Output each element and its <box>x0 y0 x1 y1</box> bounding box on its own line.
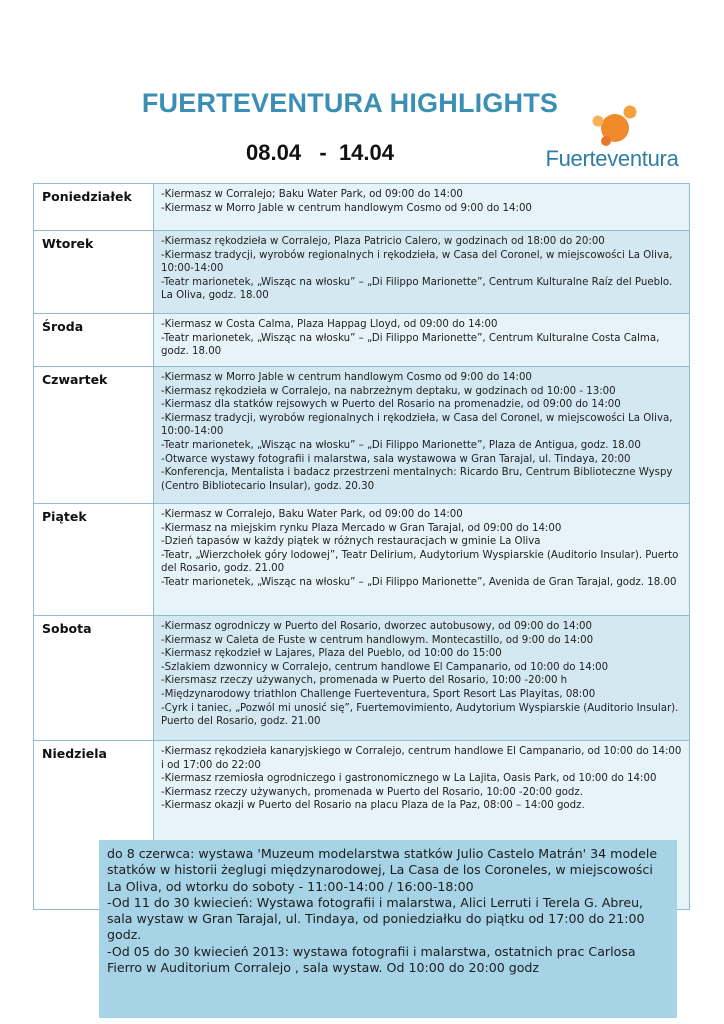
day-name: Czwartek <box>34 367 154 504</box>
event-line: -Kiersmasz rzeczy używanych, promenada w Puerto del Rosario, 10:00 -20:00 h <box>161 675 568 687</box>
event-line: -Międzynarodowy triathlon Challenge Fuerteventura, Sport Resort Las Playitas, 08:00 <box>161 688 596 700</box>
event-line: -Kiermasz w Morro Jable w centrum handlowym Cosmo od 9:00 do 14:00 <box>161 202 532 214</box>
day-name: Piątek <box>34 504 154 616</box>
event-line: -Kiermasz w Corralejo; Baku Water Park, od 09:00 do 14:00 <box>161 189 463 200</box>
event-line: -Kiermasz rzeczy używanych, promenada w Puerto del Rosario, 10:00 -20:00 godz. <box>161 786 583 798</box>
day-name: Poniedziałek <box>34 184 154 231</box>
event-line: -Kiermasz w Morro Jable w centrum handlowym Cosmo od 9:00 do 14:00 <box>161 372 532 383</box>
page-title: FUERTEVENTURA HIGHLIGHTS <box>141 88 559 118</box>
event-line: -Teatr marionetek, „Wisząc na włosku” – „Di Filippo Marionette”, Centrum Kulturalne Raíz del Pueblo. La Oliva, godz. 18.00 <box>161 276 673 302</box>
event-line: -Kiermasz w Corralejo, Baku Water Park, od 09:00 do 14:00 <box>161 509 463 520</box>
day-events <box>154 184 690 231</box>
event-line: -Kiermasz rękodzieła w Corralejo, Plaza Patricio Calero, w godzinach od 18:00 do 20:00 <box>161 236 605 247</box>
fuerteventura-logo <box>532 102 692 174</box>
schedule-row <box>34 184 690 231</box>
event-line: -Teatr, „Wierzchołek góry lodowej”, Teatr Delirium, Audytorium Wyspiarskie (Auditorio Insular). Puerto del Rosario, godz. 21.00 <box>161 549 679 575</box>
day-events <box>154 367 690 504</box>
event-line: -Otwarce wystawy fotografii i malarstwa, sala wystawowa w Gran Tarajal, ul. Tindaya, 20:00 <box>161 453 631 465</box>
event-line: -Kiermasz dla statków rejsowych w Puerto del Rosario na promenadzie, od 09:00 do 14:00 <box>161 399 621 411</box>
event-line: -Konferencja, Mentalista i badacz przestrzeni mentalnych: Ricardo Bru, Centrum Biblioteczne Wyspy (Centro Bibliotecario Insular), godz. 20.30 <box>161 467 673 492</box>
event-line: -Kiermasz okazji w Puerto del Rosario na placu Plaza de la Paz, 08:00 – 14:00 godz. <box>161 800 585 812</box>
event-line: -Dzień tapasów w każdy piątek w różnych restauracjach w gminie La Oliva <box>161 536 541 548</box>
schedule-table <box>33 183 690 910</box>
exhibitions-note <box>99 840 677 1018</box>
day-events <box>154 314 690 367</box>
date-range: 08.04 - 14.04 <box>246 140 394 165</box>
day-name: Sobota <box>34 616 154 741</box>
day-name: Środa <box>34 314 154 367</box>
event-line: -Kiermasz rzemiosła ogrodniczego i gastronomicznego w La Lajita, Oasis Park, od 10:00 do 14:00 <box>161 773 657 785</box>
schedule-row <box>34 616 690 741</box>
schedule-row <box>34 367 690 504</box>
day-name: Niedziela <box>34 741 154 910</box>
event-line: -Kiermasz rękodzieła kanaryjskiego w Corralejo, centrum handlowe El Campanario, od 10:00 do 14:00 i od 17:00 do 22:00 <box>161 746 682 771</box>
event-line: -Teatr marionetek, „Wisząc na włosku” – „Di Filippo Marionette”, Plaza de Antigua, godz. 18.00 <box>161 439 641 451</box>
note-line: -Od 05 do 30 kwiecień 2013: wystawa fotografii i malarstwa, ostatnich prac Carlosa Fierro w Auditorium Corralejo , sala wystaw. Od 10:00 do 20:00 godz <box>107 943 636 976</box>
schedule-row <box>34 314 690 367</box>
event-line: -Teatr marionetek, „Wisząc na włosku” – „Di Filippo Marionette”, Avenida de Gran Tarajal, godz. 18.00 <box>161 576 677 588</box>
schedule-row <box>34 504 690 616</box>
event-line: -Kiermasz na miejskim rynku Plaza Mercado w Gran Tarajal, od 09:00 do 14:00 <box>161 522 562 534</box>
event-line: -Teatr marionetek, „Wisząc na włosku” – „Di Filippo Marionette”, Centrum Kulturalne Costa Calma, godz. 18.00 <box>161 332 660 358</box>
event-line: -Kiermasz tradycji, wyrobów regionalnych i rękodzieła, w Casa del Coronel, w miejscowości La Oliva, 10:00-14:00 <box>161 249 673 275</box>
note-line: -Od 11 do 30 kwiecień: Wystawa fotografii i malarstwa, Alici Lerruti i Terela G. Abreu, sala wystaw w Gran Tarajal, ul. Tindaya, od poniedziałku do piątku od 17:00 do 21:00 godz. <box>107 894 645 943</box>
event-line: -Kiermasz rękodzieła w Corralejo, na nabrzeżnym deptaku, w godzinach od 10:00 - 13:00 <box>161 385 616 397</box>
sun-logo-icon <box>532 102 692 148</box>
event-line: -Kiermasz rękodzieł w Lajares, Plaza del Pueblo, od 10:00 do 15:00 <box>161 648 502 660</box>
day-events <box>154 504 690 616</box>
schedule-row <box>34 231 690 314</box>
day-name: Wtorek <box>34 231 154 314</box>
day-events <box>154 231 690 314</box>
event-line: -Kiermasz ogrodniczy w Puerto del Rosario, dworzec autobusowy, od 09:00 do 14:00 <box>161 621 592 632</box>
event-line: -Szlakiem dzwonnicy w Corralejo, centrum handlowe El Campanario, od 10:00 do 14:00 <box>161 661 609 673</box>
event-line: -Kiermasz w Caleta de Fuste w centrum handlowym. Montecastillo, od 9:00 do 14:00 <box>161 634 594 646</box>
note-line: do 8 czerwca: wystawa 'Muzeum modelarstwa statków Julio Castelo Matrán' 34 modele statków w historii żeglugi międzynarodowej, La Casa de los Coroneles, w miejscowości La Oliva, od wtorku do soboty - 11:00-14:00 / 16:00-18:00 <box>107 846 658 894</box>
event-line: -Kiermasz w Costa Calma, Plaza Happag Lloyd, od 09:00 do 14:00 <box>161 319 498 330</box>
event-line: -Kiermasz tradycji, wyrobów regionalnych i rękodzieła, w Casa del Coronel, w miejscowości La Oliva, 10:00-14:00 <box>161 412 673 438</box>
logo-text: Fuerteventura <box>545 146 679 171</box>
day-events <box>154 616 690 741</box>
event-line: -Cyrk i taniec, „Pozwól mi unosić się”, Fuertemovimiento, Audytorium Wyspiarskie (Auditorio Insular). Puerto del Rosario, godz. 21.00 <box>161 702 679 728</box>
